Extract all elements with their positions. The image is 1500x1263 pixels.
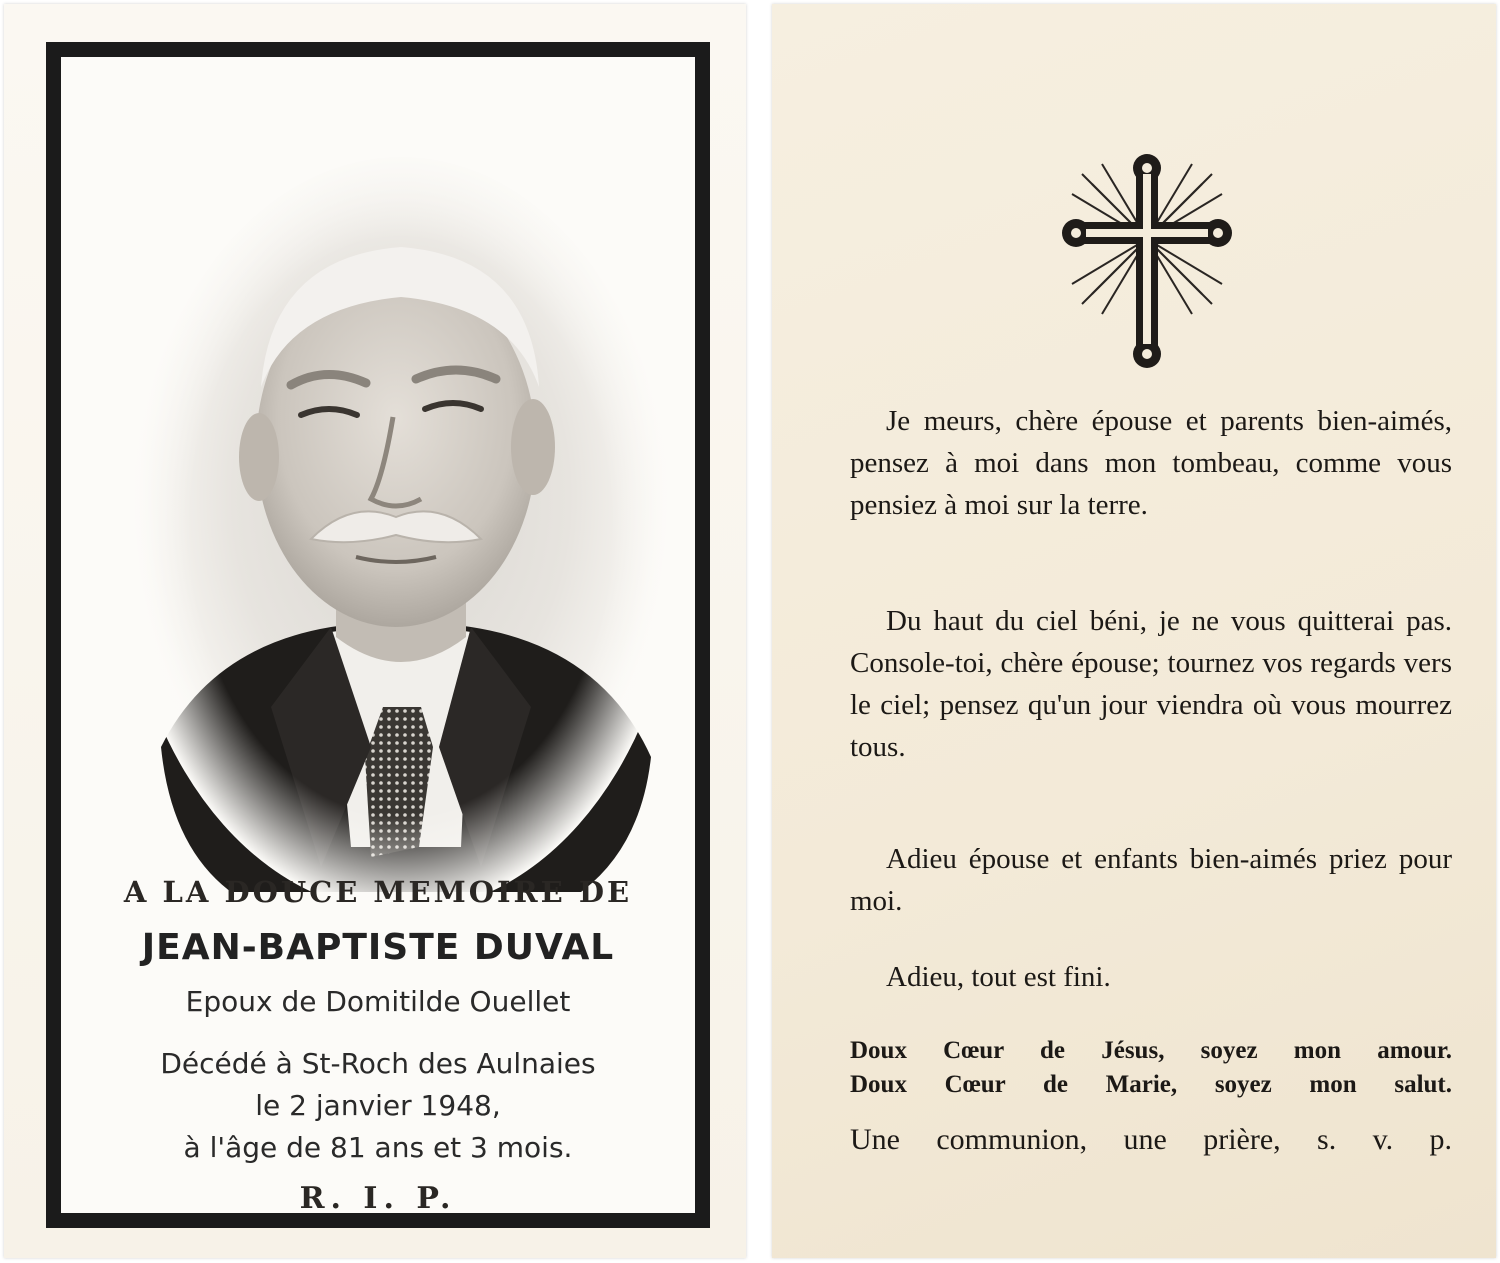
death-age-line: à l'âge de 81 ans et 3 mois. <box>183 1131 573 1164</box>
communion-request: Une communion, une prière, s. v. p. <box>850 1123 1452 1156</box>
deceased-name: JEAN-BAPTISTE DUVAL <box>141 927 615 968</box>
prayer-block <box>850 1034 1452 1102</box>
verse-paragraph-4 <box>850 956 1452 998</box>
verse-text: Du haut du ciel béni, je ne vous quitterai pas. Console-toi, chère épouse; tournez vos regards vers le ciel; pensez qu'un jour viendra où vous mourrez tous. <box>850 605 1452 763</box>
spouse-line: Epoux de Domitilde Ouellet <box>185 985 571 1018</box>
cross-icon <box>1062 154 1232 370</box>
mourning-frame <box>46 42 710 1228</box>
portrait-photo <box>121 147 681 917</box>
verse-text: Je meurs, chère épouse et parents bien-aimés, pensez à moi dans mon tombeau, comme vous pensiez à moi sur la terre. <box>850 405 1452 521</box>
death-date-line: le 2 janvier 1948, <box>255 1089 501 1122</box>
prayer-line-jesus: Doux Cœur de Jésus, soyez mon amour. <box>850 1037 1452 1064</box>
memorial-card-back <box>772 4 1496 1258</box>
rip-text: R. I. P. <box>299 1181 457 1216</box>
verse-paragraph-3 <box>850 838 1452 922</box>
verse-paragraph-1 <box>850 400 1452 526</box>
memorial-heading: A LA DOUCE MEMOIRE DE <box>123 875 633 909</box>
death-place-line: Décédé à St-Roch des Aulnaies <box>160 1047 596 1080</box>
prayer-line-marie: Doux Cœur de Marie, soyez mon salut. <box>850 1071 1452 1098</box>
verse-text: Adieu épouse et enfants bien-aimés priez pour moi. <box>850 843 1452 917</box>
verse-text: Adieu, tout est fini. <box>886 961 1111 993</box>
death-details <box>61 1043 695 1169</box>
memorial-card-front <box>4 4 746 1258</box>
verse-paragraph-2 <box>850 600 1452 768</box>
